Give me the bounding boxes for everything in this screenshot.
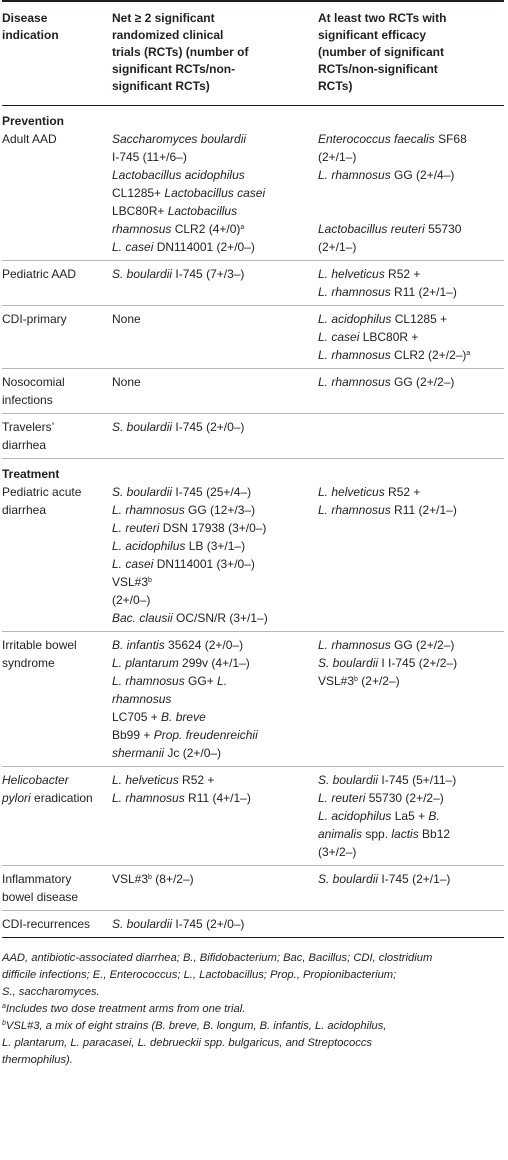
indication-cell: Inflammatory bowel disease xyxy=(2,872,79,904)
two-rcts-cell: S. boulardii I-745 (5+/11–) L. reuteri 55730 (2+/2–) L. acidophilus La5 + B. animalis spp. lactis Bb12 (3+/2–) xyxy=(318,773,457,859)
abbreviation-note: S., saccharomyces. xyxy=(2,986,100,998)
abbreviation-note: AAD, antibiotic-associated diarrhea; B., Bifidobacterium; Bac, Bacillus; CDI, clostridium xyxy=(2,952,433,964)
footnote-b: $^b$VSL#3, a mix of eight strains (B. breve, B. longum, B. infantis, L. acidophilus, xyxy=(2,1020,387,1032)
table-footnotes xyxy=(2,938,504,1069)
net-significant-cell: None xyxy=(112,312,141,326)
two-rcts-cell: L. acidophilus CL1285 + L. casei LBC80R + L. rhamnosus CLR2 $(2+/2-)^a$ xyxy=(318,312,471,362)
table-row-cdi-primary xyxy=(2,306,504,369)
indication-cell: CDI-recurrences xyxy=(2,917,91,931)
two-rcts-cell: L. rhamnosus GG (2+/2–) xyxy=(318,375,455,389)
net-significant-cell: B. infantis 35624 (2+/0–) L. plantarum 299v (4+/1–) L. rhamnosus GG+ L. rhamnosus LC705 + B. breve Bb99 + Prop. freudenreichii shermanii Jc (2+/0–) xyxy=(112,638,258,760)
table-row-nosocomial xyxy=(2,369,504,414)
indication-cell: Nosocomial infections xyxy=(2,375,65,407)
two-rcts-cell: L. helveticus R52 + L. rhamnosus R11 (2+/1–) xyxy=(318,485,457,517)
net-significant-cell: S. boulardii I-745 (7+/3–) xyxy=(112,267,245,281)
net-significant-cell: L. helveticus R52 + L. rhamnosus R11 (4+/1–) xyxy=(112,773,251,805)
net-significant-cell: S. boulardii I-745 (25+/4–) L. rhamnosus GG (12+/3–) L. reuteri DSN 17938 (3+/0–) L. acidophilus LB (3+/1–) L. casei DN114001 (3+/0–) VSL#3$^b$ (2+/0–) Bac. clausii OC/SN/R (3+/1–) xyxy=(112,485,268,625)
table-row-ibs xyxy=(2,632,504,767)
footnote-b-continued: L. plantarum, L. paracasei, L. debrueckii spp. bulgaricus, and Streptococcs xyxy=(2,1037,373,1049)
probiotic-evidence-table xyxy=(2,0,504,938)
table-row-h-pylori xyxy=(2,767,504,866)
net-significant-cell: VSL#3$^b$ (8+/2–) xyxy=(112,872,194,886)
two-rcts-cell: L. rhamnosus GG (2+/2–) S. boulardii I I-745 (2+/2–) VSL#3$^b$ (2+/2–) xyxy=(318,638,458,688)
indication-cell: Pediatric AAD xyxy=(2,267,77,281)
two-rcts-cell: S. boulardii I-745 (2+/1–) xyxy=(318,872,451,886)
table-row-adult-aad xyxy=(2,130,504,261)
table-row-travelers xyxy=(2,414,504,459)
net-significant-cell: S. boulardii I-745 (2+/0–) xyxy=(112,917,245,931)
header-disease-indication: Disease indication xyxy=(2,11,59,42)
net-significant-cell: None xyxy=(112,375,141,389)
header-row xyxy=(2,1,504,106)
two-rcts-cell xyxy=(318,414,504,459)
indication-cell: Helicobacter pylori eradication xyxy=(2,773,93,805)
header-two-rcts-efficacy: At least two RCTs with significant efficacy (number of significant RCTs/non-significant RCTs) xyxy=(318,11,447,93)
net-significant-cell: Saccharomyces boulardii I-745 (11+/6–) Lactobacillus acidophilus CL1285+ Lactobacillus casei LBC80R+ Lactobacillus rhamnosus CLR2 $(4+/0)^a$ L. casei DN114001 (2+/0–) xyxy=(112,132,266,254)
two-rcts-cell xyxy=(318,911,504,938)
table-row-pediatric-acute xyxy=(2,483,504,632)
net-significant-cell: S. boulardii I-745 (2+/0–) xyxy=(112,420,245,434)
indication-cell: Adult AAD xyxy=(2,132,57,146)
indication-cell: CDI-primary xyxy=(2,312,67,326)
section-treatment: Treatment xyxy=(2,467,60,481)
indication-cell: Travelers’ diarrhea xyxy=(2,420,55,452)
two-rcts-cell: L. helveticus R52 + L. rhamnosus R11 (2+/1–) xyxy=(318,267,457,299)
abbreviation-note: difficile infections; E., Enterococcus; L., Lactobacillus; Prop., Propionibacterium; xyxy=(2,969,397,981)
table-row-ibd xyxy=(2,866,504,911)
indication-cell: Irritable bowel syndrome xyxy=(2,638,77,670)
footnote-b-continued: thermophilus). xyxy=(2,1054,73,1066)
table-row-cdi-recurrences xyxy=(2,911,504,938)
header-net-significant-rcts: Net ≥ 2 significant randomized clinical trials (RCTs) (number of significant RCTs/non- significant RCTs) xyxy=(112,11,249,93)
section-prevention: Prevention xyxy=(2,114,65,128)
footnote-a: $^a$Includes two dose treatment arms from one trial. xyxy=(2,1003,246,1015)
table-row-pediatric-aad xyxy=(2,261,504,306)
indication-cell: Pediatric acute diarrhea xyxy=(2,485,82,517)
two-rcts-cell: Enterococcus faecalis SF68 (2+/1–) L. rhamnosus GG (2+/4–) Lactobacillus reuteri 55730 (2+/1–) xyxy=(318,132,467,254)
